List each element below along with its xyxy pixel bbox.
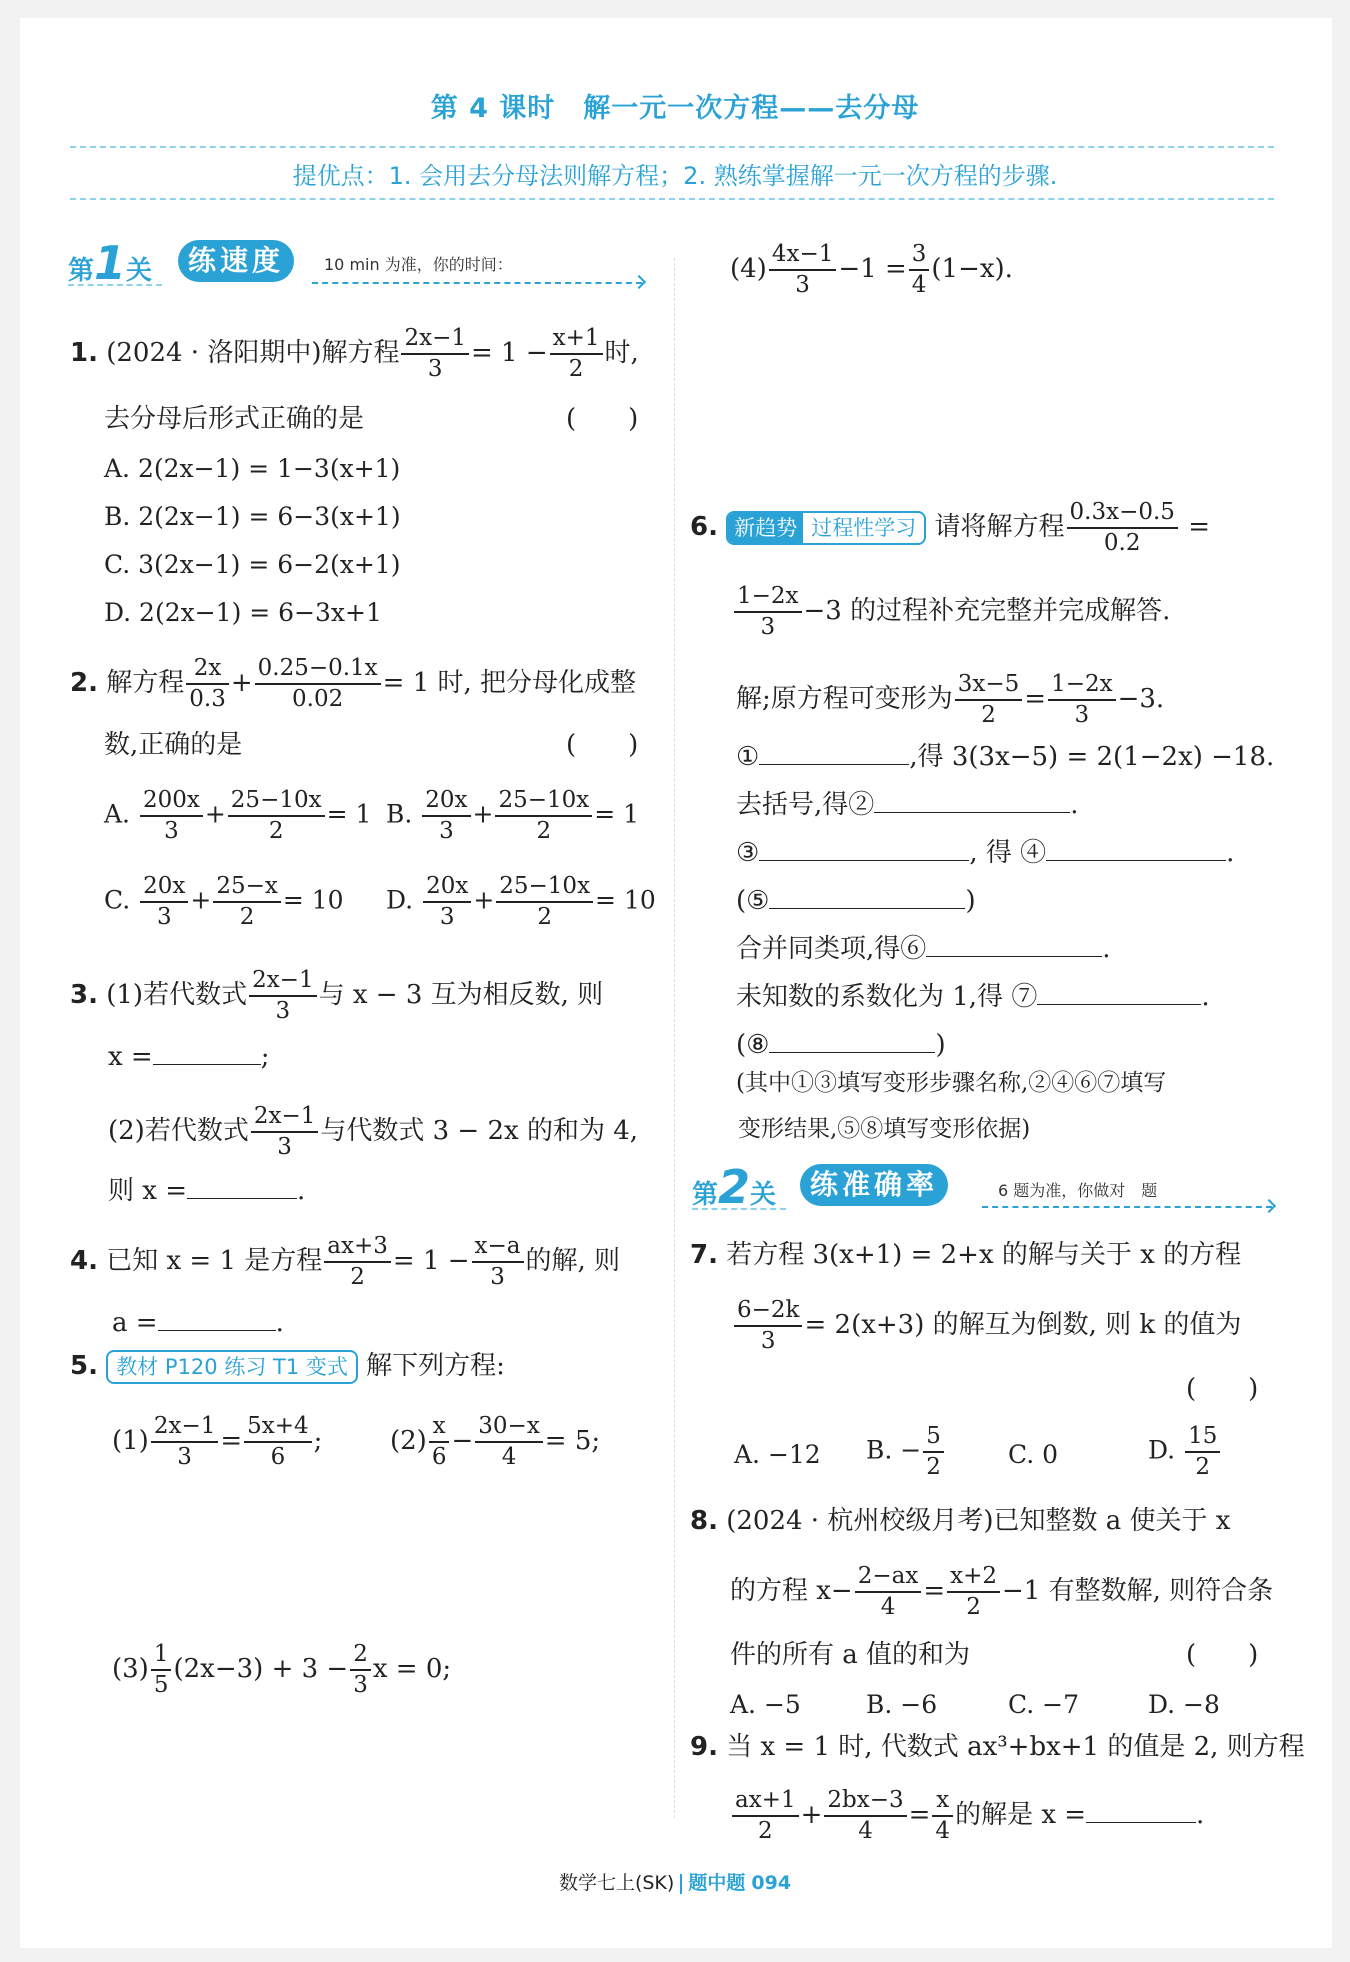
q2-line1 (70, 654, 636, 714)
q3-number: 3. (70, 979, 98, 1010)
q7-d-frac-den: 2 (1195, 1453, 1211, 1480)
q9-frac1-den: 2 (757, 1817, 773, 1844)
q6-step3-mid: , 得 ④ (969, 838, 1047, 868)
q5-eq1-frac2-num: 5x+4 (244, 1412, 312, 1443)
q6-step0-frac2-den: 3 (1074, 701, 1090, 728)
q5-number: 5. (70, 1351, 98, 1381)
q3-part2-tail: 与代数式 3 − 2x 的和为 4, (320, 1115, 639, 1146)
divider-top (70, 146, 1274, 148)
column-separator (674, 258, 675, 1818)
q2-d-frac2 (496, 872, 593, 932)
q1-frac2-num: x+1 (550, 324, 603, 355)
q9-line2 (730, 1786, 1204, 1846)
q7-line1 (690, 1242, 1241, 1268)
q5-eq1-frac2 (244, 1412, 312, 1472)
q2-c-frac2 (213, 872, 281, 932)
q5-eq1-label: (1) (112, 1425, 149, 1456)
q2-c-frac2-num: 25−x (213, 872, 281, 903)
q6-step5-end: . (1102, 934, 1111, 964)
section1-number: 1 (94, 236, 127, 290)
q6-blank6[interactable] (926, 934, 1102, 957)
q8-line1 (690, 1508, 1230, 1534)
q9-frac2 (824, 1786, 906, 1846)
q6-tag-trend: 新趋势 (728, 513, 803, 543)
q2-a-frac2-den: 2 (268, 817, 284, 844)
q2-tail: = 1 时, 把分母化成整 (382, 667, 637, 698)
q8-option-a: A. −5 (730, 1690, 801, 1719)
q2-b-frac1-num: 20x (422, 786, 470, 817)
q1-line1 (70, 324, 639, 384)
q1-lead: (2024 · 洛阳期中)解方程 (106, 337, 400, 368)
q2-a-frac2-num: 25−10x (228, 786, 325, 817)
q8-line2 (730, 1562, 1273, 1622)
q6-frac2-num: 1−2x (734, 582, 802, 613)
q4-line2 (112, 1308, 284, 1336)
q8-eq-sign: = (923, 1575, 946, 1606)
q2-d-frac1-den: 3 (439, 903, 455, 930)
q2-frac2 (255, 654, 381, 714)
q3-line1 (70, 966, 603, 1026)
q9-line1 (690, 1734, 1305, 1760)
section2-prefix: 第 (692, 1180, 719, 1210)
q9-frac2-den: 4 (858, 1817, 873, 1844)
q6-step6-end: . (1201, 982, 1210, 1012)
q2-option-c: C. $\frac{20x}{3}$ + $\frac{25-x}{2}$ = 10 (104, 873, 344, 930)
lesson-title: 第 4 课时 解一元一次方程——去分母 (430, 93, 920, 124)
q4-frac2-den: 3 (490, 1263, 505, 1290)
q9-frac3-den: 4 (935, 1817, 951, 1844)
q7-option-d (1148, 1422, 1222, 1482)
q1-tail: 时, (604, 337, 639, 368)
q1-mid: = 1 − (471, 337, 548, 368)
q5-eq4-frac1-den: 3 (795, 271, 810, 298)
q3-blank1[interactable] (153, 1042, 261, 1065)
q9-frac3-num: x (932, 1786, 953, 1817)
q7-d-label: D. (1148, 1435, 1176, 1465)
section2-heading (692, 1160, 776, 1214)
q2-d-frac1-num: 20x (423, 872, 471, 903)
q4-frac1 (324, 1232, 391, 1292)
q5-eq2-label: (2) (390, 1425, 427, 1456)
footer-brand: 题中题 (688, 1872, 746, 1894)
q2-b-frac2-den: 2 (536, 817, 552, 844)
q6-circle8: (⑧ (736, 1030, 770, 1060)
q7-frac-num: 6−2k (734, 1296, 802, 1327)
section2-arrow (982, 1206, 1272, 1208)
q5-line1 (70, 1350, 505, 1384)
q6-note2: 变形结果,⑤⑧填写变形依据) (738, 1116, 1031, 1142)
q6-step7-end: ) (935, 1030, 946, 1060)
q7-number: 7. (690, 1240, 718, 1270)
q5-eq1-rhs: ; (313, 1425, 323, 1456)
q2-b-frac1 (422, 786, 470, 846)
q3-x-label2: 则 x = (108, 1176, 187, 1206)
q6-blank5[interactable] (769, 886, 965, 909)
q5-eq3-mid: (2x−3) + 3 − (173, 1653, 349, 1684)
q7-option-a: A. −12 (734, 1440, 821, 1469)
q4-mid: = 1 − (392, 1245, 470, 1276)
q5-tag: 教材 P120 练习 T1 变式 (106, 1350, 358, 1384)
q2-a-frac1 (140, 786, 203, 846)
q8-frac2-num: x+2 (947, 1562, 1000, 1593)
q4-blank[interactable] (158, 1308, 276, 1331)
q5-eq2 (390, 1412, 600, 1472)
q9-plus: + (800, 1799, 823, 1830)
divider-bottom (70, 198, 1274, 200)
q2-a-frac2 (228, 786, 325, 846)
q5-eq1-frac1-num: 2x−1 (151, 1412, 219, 1443)
q2-answer-paren: ( ) (566, 730, 639, 760)
q5-eq4-frac2-num: 3 (909, 240, 930, 271)
q3-line3 (108, 1102, 638, 1162)
q2-option-b: B. $\frac{20x}{3}$ + $\frac{25-10x}{2}$ = 1 (386, 787, 640, 844)
q4-frac2-num: x−a (472, 1232, 524, 1263)
q5-eq1-frac1-den: 3 (177, 1443, 192, 1470)
q4-number: 4. (70, 1245, 98, 1276)
q5-eq4-mid: −1 = (838, 253, 907, 284)
q5-eq2-frac2-den: 4 (501, 1443, 517, 1470)
q6-tag (726, 511, 926, 545)
q6-step1 (736, 742, 1274, 770)
q2-a-rhs: = 1 (326, 799, 372, 829)
q6-step0-frac1-num: 3x−5 (955, 670, 1023, 701)
q6-blank3[interactable] (759, 838, 969, 861)
q2-b-rhs: = 1 (594, 799, 640, 829)
section2-badge: 练准确率 (800, 1164, 948, 1206)
q5-eq1-frac2-den: 6 (270, 1443, 286, 1470)
section1-underline (68, 284, 162, 286)
q9-blank[interactable] (1086, 1800, 1196, 1823)
q1-option-b: B. 2(2x−1) = 6−3(x+1) (104, 502, 401, 531)
q1-frac1-den: 3 (427, 355, 443, 382)
tip-line: 提优点：1. 会用去分母法则解方程；2. 熟练掌握解一元一次方程的步骤. (292, 162, 1058, 190)
q3-line2 (108, 1042, 269, 1070)
q7-b-frac (923, 1422, 944, 1482)
q2-lead: 解方程 (106, 667, 185, 698)
q5-eq3-label: (3) (112, 1653, 149, 1684)
q5-eq2-frac2-num: 30−x (475, 1412, 543, 1443)
q2-b-frac2 (495, 786, 592, 846)
q8-frac1-den: 4 (880, 1593, 896, 1620)
q7-line2-text: = 2(x+3) 的解互为倒数, 则 k 的值为 (804, 1309, 1242, 1340)
q6-frac2 (734, 582, 802, 642)
q4-frac1-num: ax+3 (324, 1232, 391, 1263)
q2-frac2-num: 0.25−0.1x (255, 654, 381, 685)
q5-eq1-frac1 (151, 1412, 219, 1472)
q5-eq2-frac2 (475, 1412, 543, 1472)
q5-eq3-frac2 (350, 1640, 371, 1700)
q2-c-label: C. (104, 885, 131, 915)
q1-option-d: D. 2(2x−1) = 6−3x+1 (104, 598, 382, 627)
q4-line1 (70, 1232, 620, 1292)
q3-x-label1: x = (108, 1042, 153, 1072)
q2-line2: 数,正确的是 (104, 730, 243, 760)
q6-frac1 (1067, 498, 1178, 558)
q2-option-d: D. $\frac{20x}{3}$ + $\frac{25-10x}{2}$ = 10 (386, 873, 656, 930)
q6-frac2-den: 3 (760, 613, 776, 640)
q5-eq4 (730, 240, 1013, 300)
q6-step1-text: ,得 3(3x−5) = 2(1−2x) −18. (909, 742, 1275, 772)
q1-option-c: C. 3(2x−1) = 6−2(x+1) (104, 550, 401, 579)
q6-step4 (736, 886, 976, 914)
q9-frac3 (932, 1786, 953, 1846)
q6-number: 6. (690, 511, 718, 542)
q4-frac2 (472, 1232, 524, 1292)
q4-period: . (275, 1308, 284, 1338)
q6-line2 (732, 582, 1170, 642)
q3-frac2-den: 3 (277, 1133, 292, 1160)
q5-eq3-rhs: x = 0; (372, 1653, 452, 1684)
page-footer (0, 1868, 1350, 1895)
q1-answer-paren: ( ) (566, 404, 639, 434)
q6-lead: 请将解方程 (934, 511, 1065, 542)
q9-number: 9. (690, 1732, 718, 1762)
q5-eq2-frac1-num: x (429, 1412, 450, 1443)
q7-frac-den: 3 (760, 1327, 776, 1354)
q9-frac1 (732, 1786, 799, 1846)
q6-step4-end: ) (965, 886, 976, 916)
q6-blank4[interactable] (1046, 838, 1226, 861)
q1-frac1 (401, 324, 469, 384)
q4-lead: 已知 x = 1 是方程 (106, 1245, 323, 1276)
q5-eq4-frac1-num: 4x−1 (769, 240, 837, 271)
q8-frac1-num: 2−ax (855, 1562, 922, 1593)
q2-d-frac2-num: 25−10x (496, 872, 593, 903)
footer-book: 数学七上(SK) (558, 1872, 675, 1894)
q2-a-frac1-num: 200x (140, 786, 203, 817)
q2-b-frac1-den: 3 (439, 817, 454, 844)
q6-step5 (736, 934, 1111, 962)
footer-page-number: 094 (751, 1872, 792, 1894)
q6-step0-frac1 (955, 670, 1023, 730)
q2-b-label: B. (386, 799, 413, 829)
q6-note1: (其中①③填写变形步骤名称,②④⑥⑦填写 (736, 1070, 1167, 1096)
section1-heading (68, 236, 152, 290)
q5-eq1-mid: = (220, 1425, 243, 1456)
q2-d-frac1 (423, 872, 471, 932)
q6-step6 (736, 982, 1210, 1010)
q7-frac (734, 1296, 802, 1356)
q1-frac2 (550, 324, 603, 384)
q2-frac2-den: 0.02 (292, 685, 344, 712)
q6-circle3: ③ (736, 838, 760, 868)
q8-option-c: C. −7 (1008, 1690, 1079, 1719)
q9-period: . (1196, 1799, 1205, 1830)
q8-number: 8. (690, 1506, 718, 1536)
q2-c-frac1-num: 20x (140, 872, 188, 903)
q6-frac1-den: 0.2 (1103, 529, 1141, 556)
q2-b-frac2-num: 25−10x (495, 786, 592, 817)
q2-d-label: D. (386, 885, 414, 915)
q3-part1-tail: 与 x − 3 互为相反数, 则 (318, 979, 604, 1010)
q8-answer-paren: ( ) (1186, 1640, 1259, 1670)
section2-number: 2 (718, 1160, 751, 1214)
q8-line1-text: (2024 · 杭州校级月考)已知整数 a 使关于 x (726, 1506, 1231, 1536)
q2-frac1-num: 2x (186, 654, 229, 685)
q7-d-frac (1185, 1422, 1220, 1482)
q1-frac2-den: 2 (568, 355, 584, 382)
q7-b-frac-den: 2 (926, 1453, 941, 1480)
q2-a-label: A. (104, 799, 131, 829)
q5-eq2-frac1 (429, 1412, 450, 1472)
q5-eq4-frac1 (769, 240, 837, 300)
q7-option-b (866, 1422, 946, 1482)
q9-tail: 的解是 x = (955, 1799, 1087, 1830)
q5-eq4-frac2-den: 4 (911, 271, 927, 298)
q1-line2: 去分母后形式正确的是 (104, 404, 365, 434)
q5-eq3-frac1-num: 1 (151, 1640, 172, 1671)
q6-step0-frac1-den: 2 (981, 701, 996, 728)
q2-number: 2. (70, 667, 98, 698)
q1-number: 1. (70, 337, 98, 368)
q7-d-frac-num: 15 (1185, 1422, 1220, 1453)
q6-step0 (736, 670, 1164, 730)
q6-tag-process: 过程性学习 (811, 515, 917, 540)
q9-line1-text: 当 x = 1 时, 代数式 ax³+bx+1 的值是 2, 则方程 (726, 1732, 1305, 1762)
section1-arrow (312, 282, 642, 284)
q2-c-frac1 (140, 872, 188, 932)
q5-eq3-frac1 (151, 1640, 172, 1700)
q1-option-a: A. 2(2x−1) = 1−3(x+1) (104, 454, 401, 483)
q6-step3-end: . (1226, 838, 1235, 868)
q5-eq4-rhs: (1−x). (931, 253, 1013, 284)
q7-option-c: C. 0 (1008, 1440, 1059, 1469)
q9-frac2-num: 2bx−3 (824, 1786, 906, 1817)
q8-frac1 (855, 1562, 922, 1622)
q5-eq2-frac1-den: 6 (431, 1443, 447, 1470)
q6-step0-rhs: −3. (1117, 683, 1165, 714)
q7-answer-paren: ( ) (1186, 1374, 1259, 1404)
q2-c-frac1-den: 3 (156, 903, 172, 930)
q6-step2-text: 去括号,得② (736, 790, 875, 820)
q8-option-b: B. −6 (866, 1690, 938, 1719)
q6-step0-mid: = (1024, 683, 1047, 714)
q9-frac1-num: ax+1 (732, 1786, 799, 1817)
q5-eq3-frac2-den: 3 (353, 1671, 368, 1698)
q5-eq4-frac2 (909, 240, 930, 300)
q4-tail: 的解, 则 (525, 1245, 621, 1276)
q5-eq3-frac2-num: 2 (350, 1640, 371, 1671)
q6-line1 (690, 498, 1210, 558)
q6-line2-text: −3 的过程补充完整并完成解答. (803, 595, 1171, 626)
section1-note: 10 min 为准，你的时间： (324, 255, 513, 274)
q2-plus: + (230, 667, 253, 698)
footer-divider (680, 1874, 682, 1894)
section1-badge: 练速度 (178, 240, 294, 282)
q3-frac2-num: 2x−1 (251, 1102, 319, 1133)
q2-frac1 (186, 654, 229, 714)
q6-step0-text: 解;原方程可变形为 (736, 683, 953, 714)
q6-blank1[interactable] (759, 742, 909, 765)
q7-b-label: B. − (866, 1435, 922, 1465)
q3-semicolon: ; (260, 1042, 270, 1072)
q5-lead: 解下列方程: (366, 1351, 505, 1381)
q8-line2-lead: 的方程 x− (730, 1575, 853, 1606)
q4-frac1-den: 2 (350, 1263, 365, 1290)
q2-d-frac2-den: 2 (537, 903, 552, 930)
q2-a-frac1-den: 3 (164, 817, 179, 844)
q8-frac2 (947, 1562, 1000, 1622)
q5-eq2-mid: − (451, 1425, 474, 1456)
q8-line3: 件的所有 a 值的和为 (730, 1640, 971, 1670)
q8-line2-tail: −1 有整数解, 则符合条 (1002, 1575, 1274, 1606)
q6-frac1-num: 0.3x−0.5 (1067, 498, 1178, 529)
q3-line4 (108, 1176, 305, 1204)
q6-blank8[interactable] (769, 1030, 935, 1053)
q6-circle1: ① (736, 742, 760, 772)
q2-c-rhs: = 10 (282, 885, 344, 915)
section2-underline (692, 1208, 786, 1210)
section1-prefix: 第 (68, 256, 95, 286)
q5-eq3 (112, 1640, 451, 1700)
q5-eq1 (112, 1412, 322, 1472)
section2-suffix: 关 (750, 1180, 777, 1210)
q9-eq-sign: = (908, 1799, 931, 1830)
q5-eq4-label: (4) (730, 253, 767, 284)
q6-step0-frac2 (1048, 670, 1116, 730)
q6-step2 (736, 790, 1079, 818)
q6-step2-end: . (1070, 790, 1079, 820)
q7-line1-text: 若方程 3(x+1) = 2+x 的解与关于 x 的方程 (726, 1240, 1242, 1270)
q5-eq3-frac1-den: 5 (153, 1671, 169, 1698)
section1-suffix: 关 (126, 256, 153, 286)
q6-blank7[interactable] (1037, 982, 1201, 1005)
q4-a-label: a = (112, 1308, 158, 1338)
q3-period: . (296, 1176, 306, 1206)
q6-eq-sign: = (1188, 511, 1210, 542)
q3-frac1-den: 3 (275, 997, 291, 1024)
q3-frac2 (251, 1102, 319, 1162)
q7-line2 (732, 1296, 1241, 1356)
q6-circle5: (⑤ (736, 886, 770, 916)
q6-step7 (736, 1030, 946, 1058)
q2-d-rhs: = 10 (595, 885, 656, 915)
q8-frac2-den: 2 (966, 1593, 981, 1620)
q3-frac1-num: 2x−1 (249, 966, 317, 997)
q7-b-frac-num: 5 (923, 1422, 944, 1453)
q6-blank2[interactable] (874, 790, 1070, 813)
section2-note: 6 题为准，你做对 题 (998, 1181, 1158, 1200)
q3-part2: (2)若代数式 (108, 1115, 249, 1146)
q5-eq2-rhs: = 5; (544, 1425, 601, 1456)
q2-option-a: A. $\frac{200x}{3}$ + $\frac{25-10x}{2}$ = 1 (104, 787, 372, 844)
q6-step6-text: 未知数的系数化为 1,得 ⑦ (736, 982, 1038, 1012)
q3-frac1 (249, 966, 317, 1026)
q3-part1: (1)若代数式 (106, 979, 248, 1010)
q2-c-frac2-den: 2 (239, 903, 255, 930)
q6-step5-text: 合并同类项,得⑥ (736, 934, 927, 964)
q8-option-d: D. −8 (1148, 1690, 1220, 1719)
q6-step3 (736, 838, 1234, 866)
q2-frac1-den: 0.3 (189, 685, 226, 712)
q6-step0-frac2-num: 1−2x (1048, 670, 1116, 701)
q1-frac1-num: 2x−1 (401, 324, 469, 355)
q3-blank2[interactable] (187, 1176, 297, 1199)
